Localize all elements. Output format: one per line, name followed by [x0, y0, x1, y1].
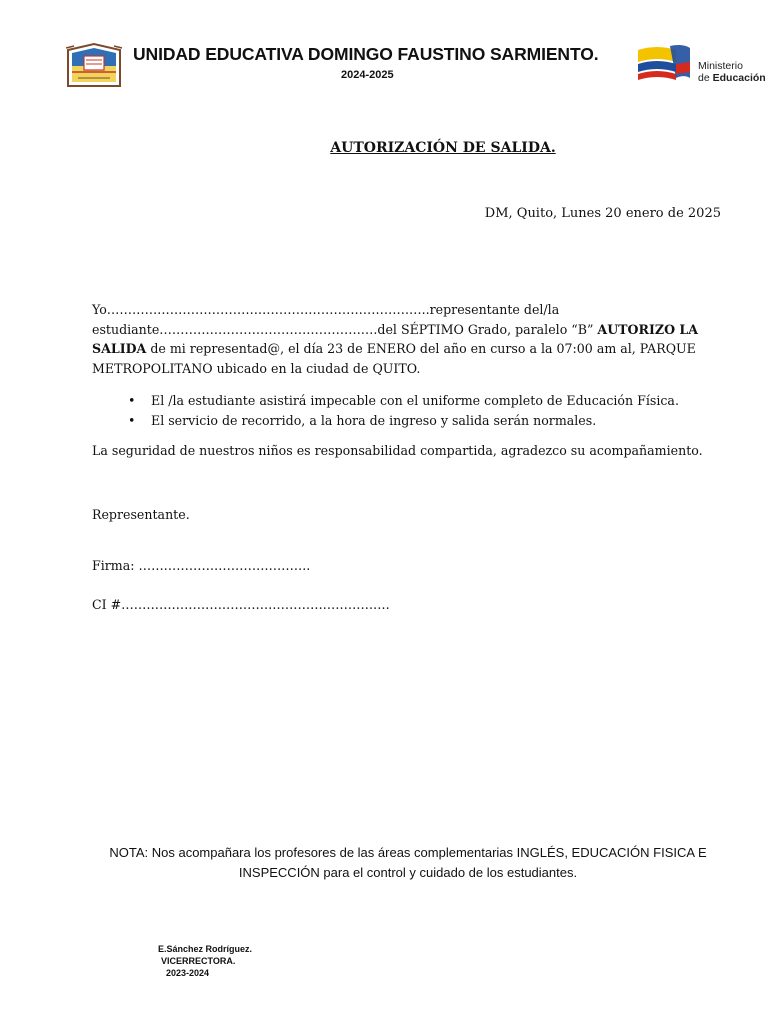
school-crest-logo — [64, 42, 124, 92]
list-item: • El servicio de recorrido, a la hora de ingreso y salida serán normales. — [92, 411, 732, 431]
ministry-line1: Ministerio — [698, 60, 743, 72]
signer-years: 2023-2024 — [166, 968, 210, 978]
signer-role: VICERRECTORA. — [161, 956, 236, 966]
list-item: • El /la estudiante asistirá impecable con el uniforme completo de Educación Física. — [92, 391, 732, 411]
school-name: UNIDAD EDUCATIVA DOMINGO FAUSTINO SARMIENTO. — [133, 44, 599, 64]
conditions-list — [92, 391, 732, 431]
representative-label: Representante. — [92, 507, 190, 522]
note-text: NOTA: Nos acompañara los profesores de las áreas complementarias INGLÉS, EDUCACIÓN FISICA E INSPECCIÓN para el control y cuidado de los estudiantes. — [109, 845, 707, 880]
authorization-paragraph: Yo…………………………………………………………………..representante del/la estudiante…………………………………………….del SÉPTIMO Grado, paralelo “B” AUTORIZO LA SALIDA de mi representad@, el día 23 de ENERO del año en curso a la 07:00 am al, PARQUE METROPOLITANO ubicado en la ciudad de QUITO. — [92, 302, 699, 376]
document-title: AUTORIZACIÓN DE SALIDA. — [330, 140, 556, 156]
bullet-icon: • — [128, 413, 136, 428]
id-number-line: CI #………………………………………………………. — [92, 597, 390, 612]
closing-sentence: La seguridad de nuestros niños es responsabilidad compartida, agradezco su acompañamiento. — [92, 443, 703, 458]
signer-name: E.Sánchez Rodríguez. — [158, 944, 253, 954]
school-years: 2024-2025 — [341, 69, 394, 81]
ministry-line2: de Educación — [698, 72, 766, 84]
signature-line: Firma: ………………………………….. — [92, 558, 311, 573]
bullet-icon: • — [128, 393, 136, 408]
document-date: DM, Quito, Lunes 20 enero de 2025 — [484, 206, 721, 221]
ministry-name — [698, 60, 766, 84]
footer-signature — [158, 943, 252, 979]
